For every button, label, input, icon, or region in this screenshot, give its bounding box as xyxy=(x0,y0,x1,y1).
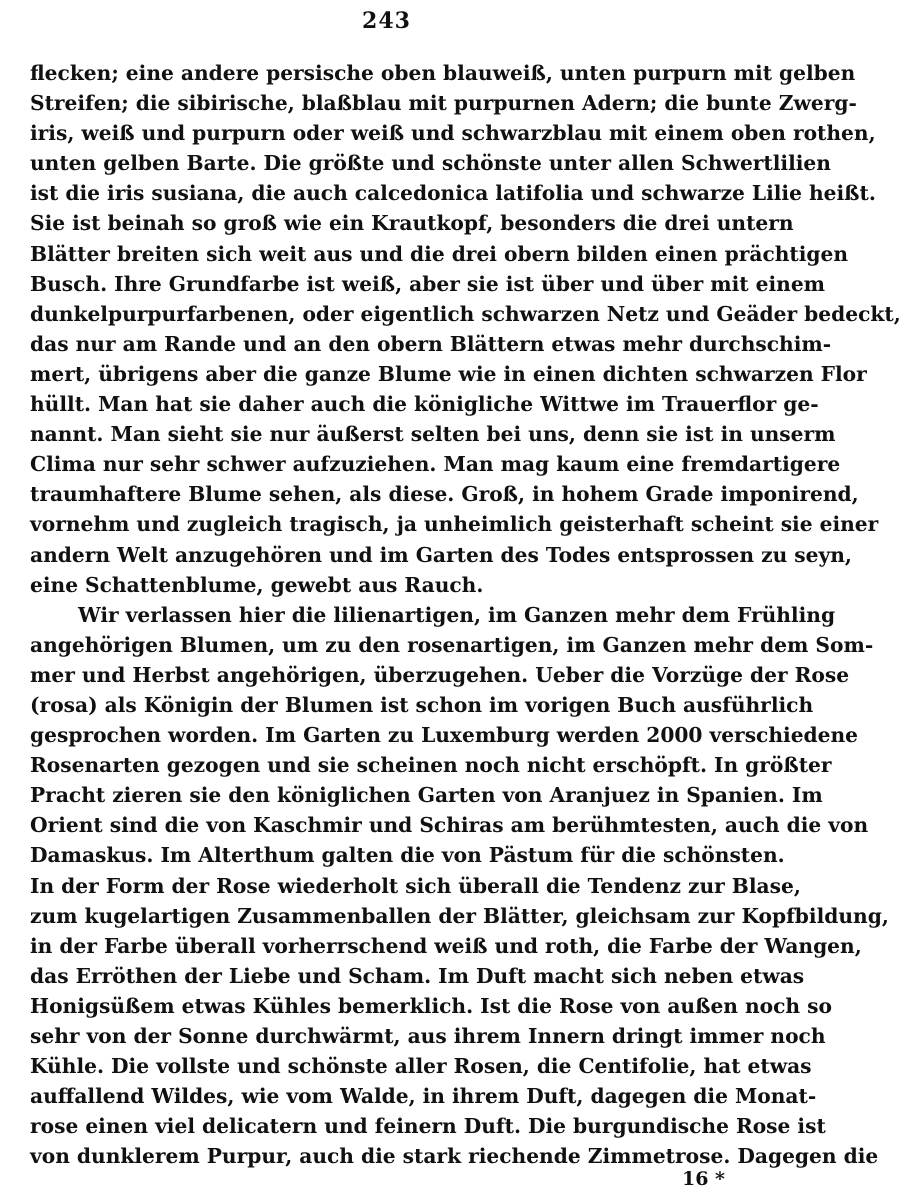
text-line: Orient sind die von Kaschmir und Schiras am berühmtesten, auch die von xyxy=(30,813,869,838)
text-line: andern Welt anzugehören und im Garten des Todes entsprossen zu seyn, xyxy=(30,542,852,567)
text-line: auffallend Wildes, wie vom Walde, in ihrem Duft, dagegen die Monat- xyxy=(30,1084,817,1109)
text-line: Streifen; die sibirische, blaßblau mit purpurnen Adern; die bunte Zwerg- xyxy=(30,91,857,116)
text-line: ist die iris susiana, die auch calcedonica latifolia und schwarze Lilie heißt. xyxy=(30,181,876,206)
text-line: vornehm und zugleich tragisch, ja unheimlich geisterhaft scheint sie einer xyxy=(30,512,879,537)
text-line: Rosenarten gezogen und sie scheinen noch nicht erschöpft. In größter xyxy=(30,753,832,778)
text-line: flecken; eine andere persische oben blauweiß, unten purpurn mit gelben xyxy=(30,61,856,85)
paragraph-end-line: eine Schattenblume, gewebt aus Rauch. xyxy=(30,572,484,597)
text-line: in der Farbe überall vorherrschend weiß und roth, die Farbe der Wangen, xyxy=(30,933,862,958)
text-line: das nur am Rande und an den obern Blättern etwas mehr durchschim- xyxy=(30,331,832,356)
text-line: angehörigen Blumen, um zu den rosenartigen, im Ganzen mehr dem Som- xyxy=(30,632,874,657)
text-line: gesprochen worden. Im Garten zu Luxemburg werden 2000 verschiedene xyxy=(30,723,859,748)
text-line: Clima nur sehr schwer aufzuziehen. Man mag kaum eine fremdartigere xyxy=(30,452,841,477)
body-text xyxy=(30,58,901,1171)
text-line: das Erröthen der Liebe und Scham. Im Duft macht sich neben etwas xyxy=(30,963,805,988)
text-line: Sie ist beinah so groß wie ein Krautkopf, besonders die drei untern xyxy=(30,211,794,236)
text-line: von dunklerem Purpur, auch die stark riechende Zimmetrose. Dagegen die xyxy=(30,1144,879,1169)
text-line: Pracht zieren sie den königlichen Garten von Aranjuez in Spanien. Im xyxy=(30,783,823,808)
paragraph-start-line: Wir verlassen hier die lilienartigen, im Ganzen mehr dem Frühling xyxy=(78,602,836,627)
text-line: hüllt. Man hat sie daher auch die königliche Wittwe im Trauerflor ge- xyxy=(30,392,819,417)
text-line: mer und Herbst angehörigen, überzugehen. Ueber die Vorzüge der Rose xyxy=(30,662,850,687)
text-line: Blätter breiten sich weit aus und die drei obern bilden einen prächtigen xyxy=(30,241,849,266)
text-line: Damaskus. Im Alterthum galten die von Pästum für die schönsten. xyxy=(30,843,785,868)
text-line: nannt. Man sieht sie nur äußerst selten bei uns, denn sie ist in unserm xyxy=(30,422,836,447)
text-line: mert, übrigens aber die ganze Blume wie in einen dichten schwarzen Flor xyxy=(30,361,867,386)
text-line: zum kugelartigen Zusammenballen der Blätter, gleichsam zur Kopfbildung, xyxy=(30,903,889,928)
text-line: In der Form der Rose wiederholt sich überall die Tendenz zur Blase, xyxy=(30,873,801,898)
text-line: (rosa) als Königin der Blumen ist schon im vorigen Buch ausführlich xyxy=(30,692,814,717)
text-line: rose einen viel delicatern und feinern Duft. Die burgundische Rose ist xyxy=(30,1114,826,1139)
text-line: sehr von der Sonne durchwärmt, aus ihrem Innern dringt immer noch xyxy=(30,1024,826,1048)
text-line: iris, weiß und purpurn oder weiß und schwarzblau mit einem oben rothen, xyxy=(30,121,876,146)
text-line: Busch. Ihre Grundfarbe ist weiß, aber sie ist über und über mit einem xyxy=(30,271,826,296)
text-line: dunkelpurpurfarbenen, oder eigentlich schwarzen Netz und Geäder bedeckt, xyxy=(30,301,901,326)
text-line: unten gelben Barte. Die größte und schönste unter allen Schwertlilien xyxy=(30,151,831,176)
text-line: Kühle. Die vollste und schönste aller Rosen, die Centifolie, hat etwas xyxy=(30,1054,812,1079)
page-number: 243 xyxy=(362,8,411,34)
text-line: Honigsüßem etwas Kühles bemerklich. Ist die Rose von außen noch so xyxy=(30,993,832,1018)
signature-mark: 16 * xyxy=(682,1168,725,1190)
text-line: traumhaftere Blume sehen, als diese. Groß, in hohem Grade imponirend, xyxy=(30,482,859,507)
